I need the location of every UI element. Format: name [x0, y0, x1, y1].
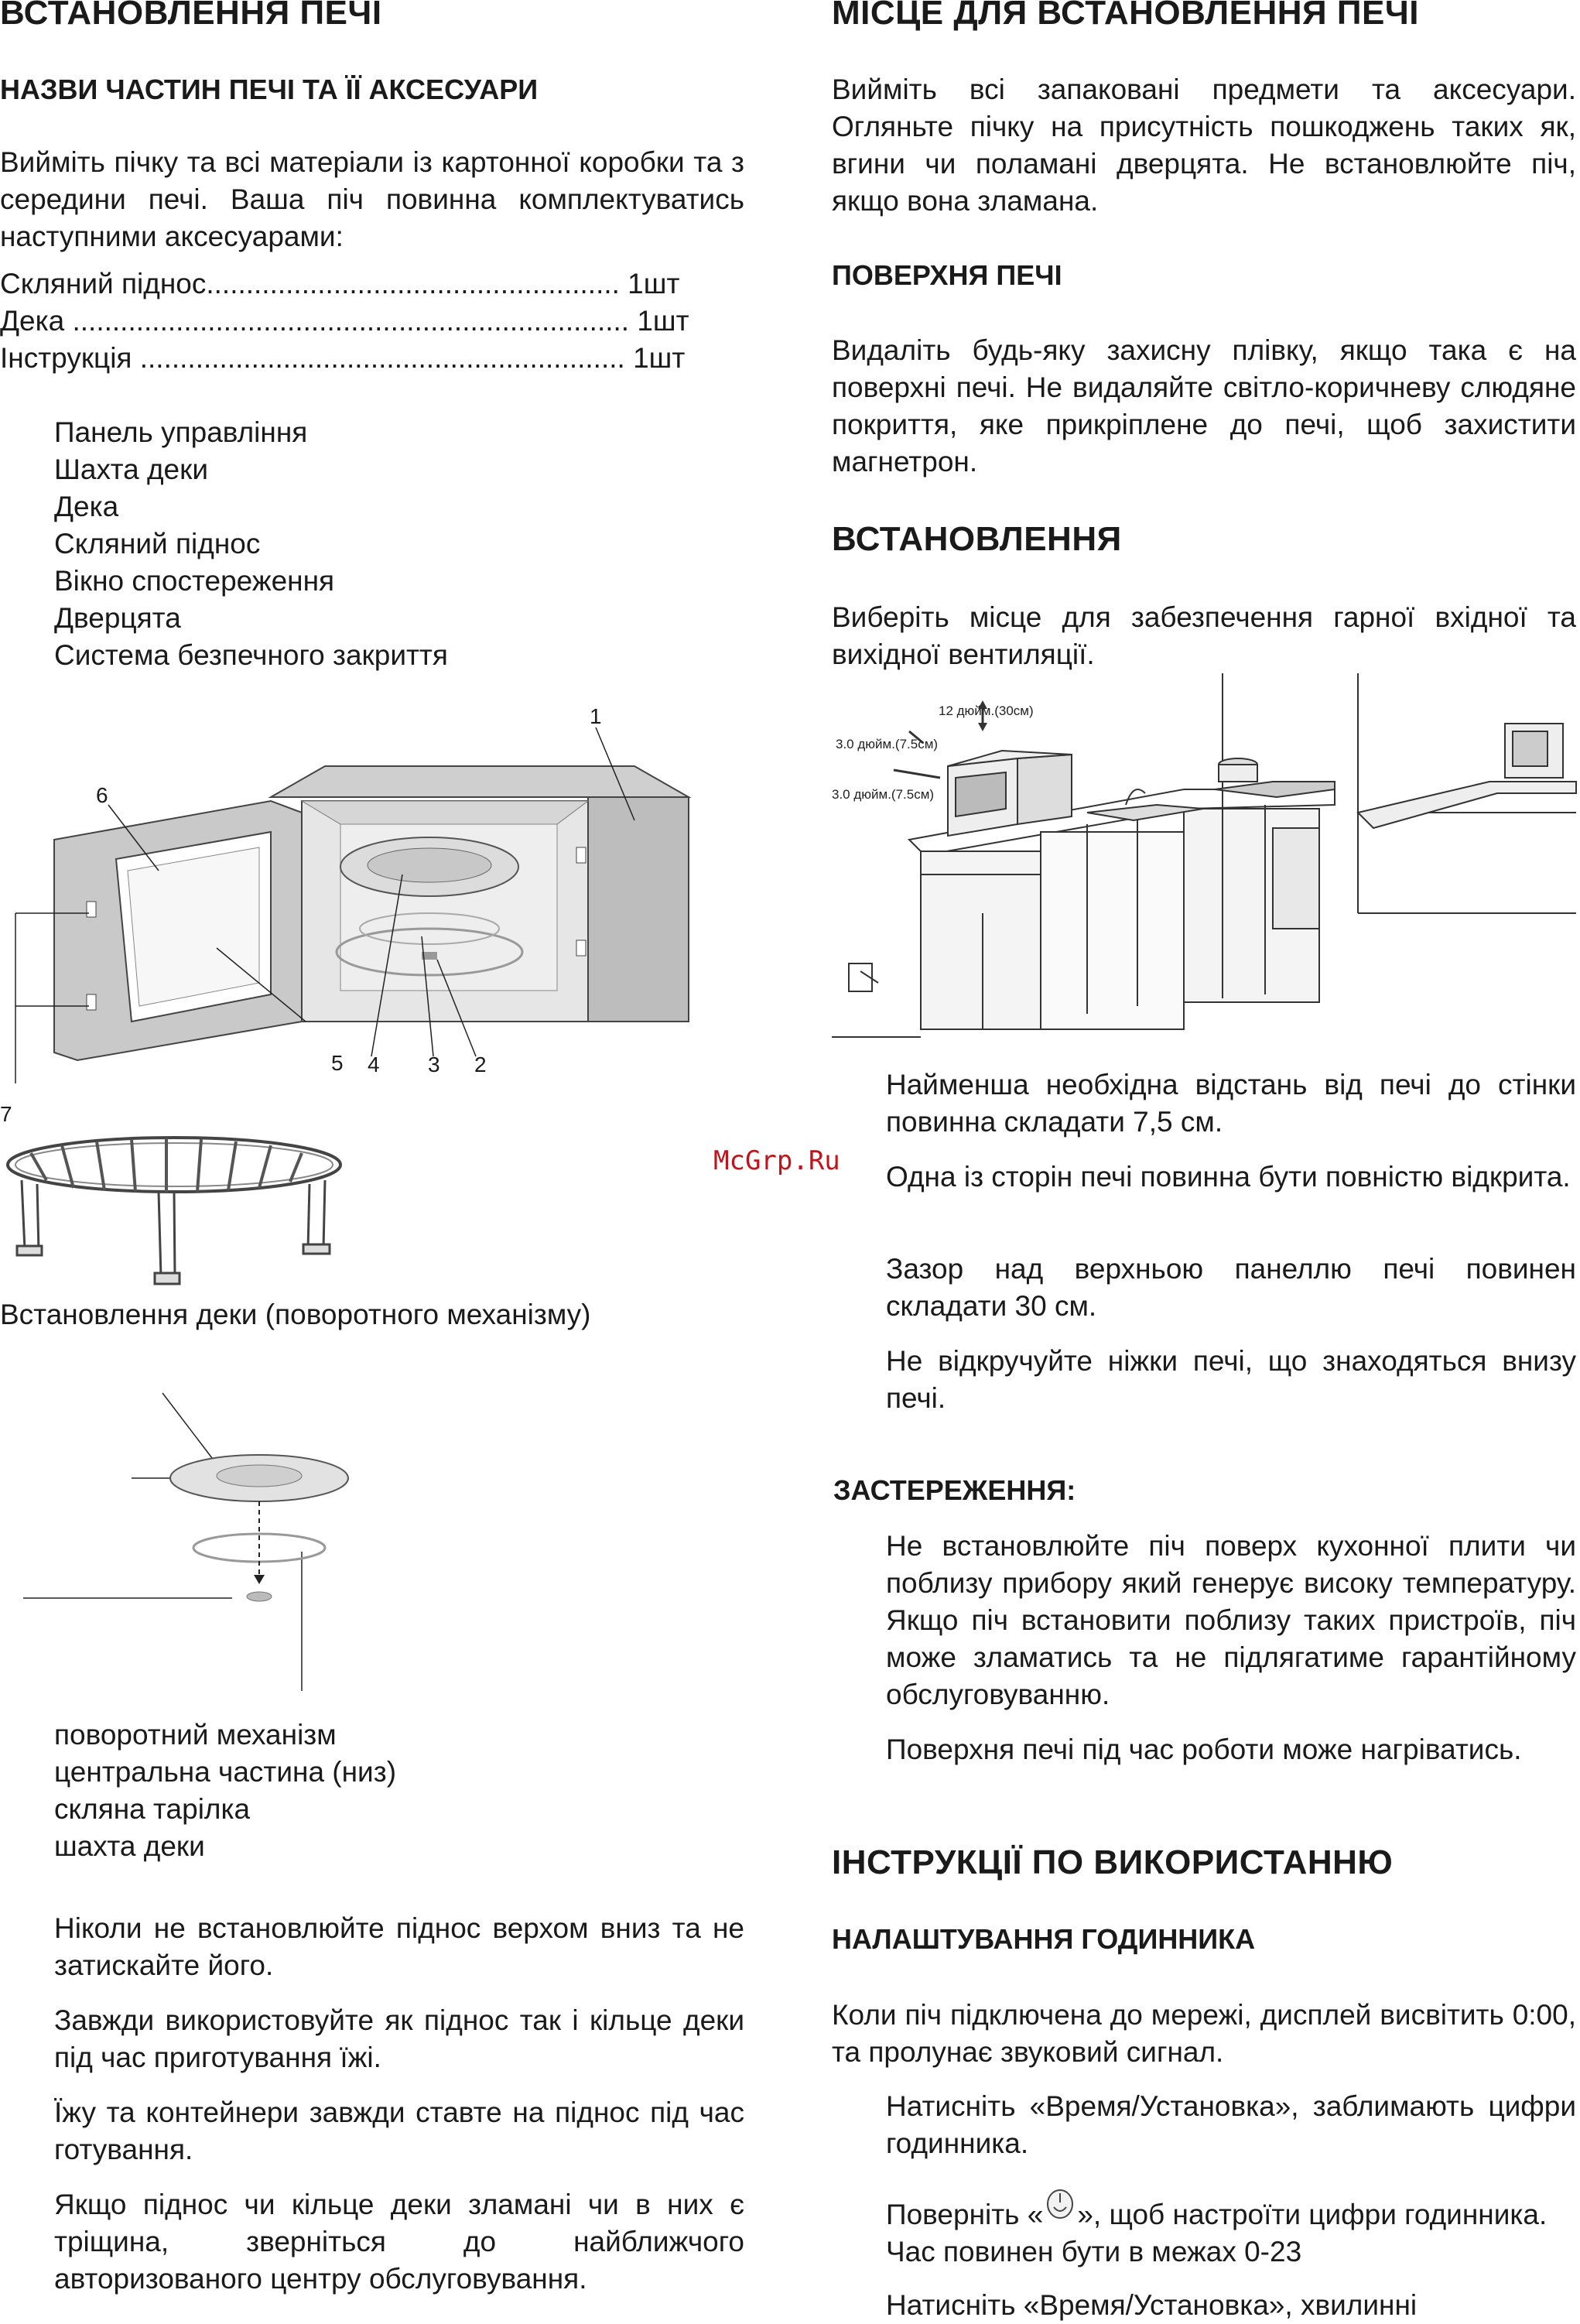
- callout-5: 5: [331, 1051, 344, 1075]
- clock-heading: НАЛАШТУВАННЯ ГОДИННИКА: [832, 1923, 1256, 1955]
- part-item: Скляний піднос: [54, 528, 261, 560]
- install-point: Найменша необхідна відстань від печі до стінки повинна складати 7,5 см.: [886, 1069, 1576, 1138]
- turntable-parts-list: [54, 1716, 396, 1865]
- install-point: Не відкручуйте ніжки печі, що знаходяться внизу печі.: [886, 1345, 1576, 1414]
- clearance-side-label: 3.0 дюйм.(7.5см): [836, 737, 939, 751]
- clock-step: [886, 2196, 1547, 2235]
- turntable-part-item: шахта деки: [54, 1830, 205, 1862]
- surface-text: Видаліть будь-яку захисну плівку, якщо така є на поверхні печі. Не видаляйте світло-коричневу слюдяне покриття, яке прикріплене до печі, щоб захистити магнетрон.: [832, 334, 1576, 477]
- clock-step: Натисніть «Время/Установка», хвилинні: [886, 2289, 1418, 2321]
- install-text: Виберіть місце для забезпечення гарної вхідної та вихідної вентиляції.: [832, 601, 1576, 670]
- turntable-part-item: центральна частина (низ): [54, 1756, 397, 1788]
- kitchen-placement-diagram: [832, 673, 1576, 1052]
- clock-step-text: Поверніть «: [886, 2199, 1044, 2230]
- turntable-assembly-diagram: [0, 1381, 340, 1699]
- accessory-item: Дека ...................................................................... 1шт: [0, 305, 689, 337]
- usage-heading: ІНСТРУКЦІЇ ПО ВИКОРИСТАННЮ: [832, 1843, 1394, 1881]
- parts-list: [54, 414, 448, 674]
- page-title: ВСТАНОВЛЕННЯ ПЕЧІ: [0, 0, 382, 32]
- clock-step: Натисніть «Время/Установка», заблимають цифри годинника.: [886, 2090, 1576, 2159]
- part-item: Вікно спостереження: [54, 565, 335, 597]
- turntable-part-item: поворотний механізм: [54, 1719, 337, 1751]
- surface-heading: ПОВЕРХНЯ ПЕЧІ: [832, 259, 1062, 291]
- roller-ring-diagram: [0, 1118, 356, 1289]
- part-item: Панель управління: [54, 416, 308, 448]
- accessories-list: [0, 265, 689, 377]
- parts-heading: НАЗВИ ЧАСТИН ПЕЧІ ТА ЇЇ АКСЕСУАРИ: [0, 74, 539, 105]
- note-item: Якщо піднос чи кільце деки зламані чи в них є тріщина, зверніться до найближчого авторизованого центру обслуговування.: [54, 2189, 744, 2295]
- clearance-top-label: 12 дюйм.(30см): [939, 703, 1034, 718]
- unpack-intro: Вийміть пічку та всі матеріали із картонної коробки та з середини печі. Ваша піч повинна комплектуватись наступними аксесуарами:: [0, 146, 744, 252]
- clock-intro: Коли піч підключена до мережі, дисплей висвітить 0:00, та пролунає звуковий сигнал.: [832, 1999, 1576, 2068]
- accessory-item: Інструкція ............................................................. 1шт: [0, 342, 686, 374]
- roller-caption: Встановлення деки (поворотного механізму): [0, 1299, 591, 1330]
- note-item: Завжди використовуйте як піднос так і кільце деки під час приготування їжі.: [54, 2004, 744, 2073]
- note-item: Ніколи не встановлюйте піднос верхом вниз та не затискайте його.: [54, 1912, 744, 1981]
- callout-6: 6: [96, 783, 108, 807]
- install-point: Одна із сторін печі повинна бути повністю відкрита.: [886, 1161, 1571, 1193]
- placement-title: МІСЦЕ ДЛЯ ВСТАНОВЛЕННЯ ПЕЧІ: [832, 0, 1420, 32]
- warning-heading: ЗАСТЕРЕЖЕННЯ:: [833, 1474, 1076, 1506]
- clearance-back-label: 3.0 дюйм.(7.5см): [832, 787, 935, 802]
- install-heading: ВСТАНОВЛЕННЯ: [832, 520, 1122, 558]
- part-item: Система безпечного закриття: [54, 639, 448, 671]
- warning-point: Не встановлюйте піч поверх кухонної плити чи поблизу прибору який генерує високу температуру. Якщо піч встановити поблизу таких пристроїв, піч може зламатись та не підлягатиме гарантійному обслуговуванню.: [886, 1530, 1576, 1710]
- watermark: McGrp.Ru: [713, 1145, 840, 1176]
- clock-step-text: », щоб настроїти цифри годинника.: [1077, 2199, 1548, 2230]
- part-item: Шахта деки: [54, 454, 208, 485]
- callout-7: 7: [0, 1102, 12, 1126]
- part-item: Дверцята: [54, 602, 181, 634]
- placement-intro: Вийміть всі запаковані предмети та аксесуари. Огляньте пічку на присутність пошкоджень таких як, вгини чи поламані дверцята. Не встановлюйте піч, якщо вона зламана.: [832, 74, 1576, 217]
- clock-step-range: Час повинен бути в межах 0-23: [886, 2236, 1302, 2268]
- turntable-part-item: скляна тарілка: [54, 1793, 251, 1825]
- accessory-item: Скляний піднос.................................................... 1шт: [0, 268, 680, 299]
- knob-icon: [1043, 2198, 1077, 2235]
- warning-point: Поверхня печі під час роботи може нагріватись.: [886, 1734, 1522, 1765]
- install-point: Зазор над верхньою панеллю печі повинен складати 30 см.: [886, 1253, 1576, 1322]
- note-item: Їжу та контейнери завжди ставте на піднос під час готування.: [54, 2096, 744, 2165]
- callout-1: 1: [590, 704, 602, 728]
- part-item: Дека: [54, 491, 119, 522]
- callout-2: 2: [474, 1052, 487, 1076]
- callout-3: 3: [428, 1052, 440, 1076]
- callout-4: 4: [368, 1052, 380, 1076]
